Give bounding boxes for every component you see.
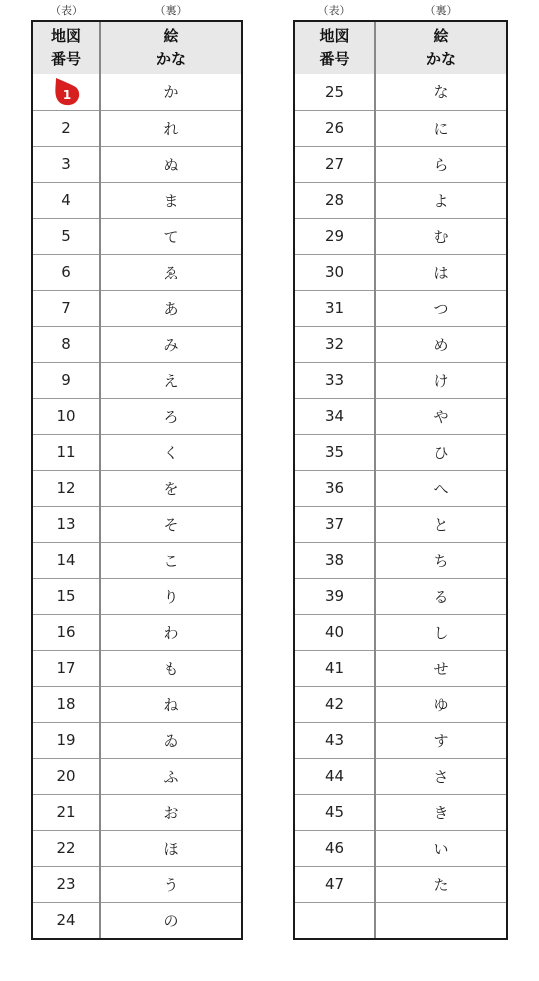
map-number-cell: 46 [295,830,375,866]
header-text: 番号 [50,50,81,68]
table-row [295,650,506,686]
left-sub-label-front: （表） [50,4,83,17]
table-row [295,290,506,326]
map-number-cell: 25 [295,74,375,110]
table-row [295,866,506,902]
map-pin-marker-icon [54,77,80,107]
table-row [33,722,241,758]
kana-cell: を [100,470,241,506]
kana-cell: ぬ [100,146,241,182]
table-row [33,326,241,362]
kana-cell: き [375,794,506,830]
map-number-cell: 20 [33,758,100,794]
kana-cell: か [100,74,241,110]
table-row [295,470,506,506]
map-number-cell: 18 [33,686,100,722]
left-sub-label-back: （裏） [154,4,188,17]
header-text: かな [155,50,186,68]
kana-cell: る [375,578,506,614]
map-number-cell: 23 [33,866,100,902]
table-row [33,686,241,722]
kana-header [375,22,506,74]
kana-cell: ふ [100,758,241,794]
kana-cell: ゑ [100,254,241,290]
table-row [295,398,506,434]
map-number-cell: 43 [295,722,375,758]
table-row [295,182,506,218]
map-number-cell: 35 [295,434,375,470]
table-row [295,542,506,578]
right-table-header [295,22,506,74]
table-row [295,506,506,542]
map-number-cell: 32 [295,326,375,362]
left-table-header [33,22,241,74]
kana-cell: さ [375,758,506,794]
kana-cell: く [100,434,241,470]
map-number-cell: 44 [295,758,375,794]
table-row [295,110,506,146]
header-text: 地図 [50,27,81,45]
table-row [33,542,241,578]
map-number-cell: 11 [33,434,100,470]
map-number-cell: 42 [295,686,375,722]
table-row [33,830,241,866]
table-row [295,254,506,290]
kana-header [100,22,241,74]
table-row [33,218,241,254]
table-row [33,434,241,470]
map-number-cell: 14 [33,542,100,578]
kana-cell: に [375,110,506,146]
table-row [33,110,241,146]
table-row [295,614,506,650]
table-row [295,902,506,938]
table-row [33,866,241,902]
table-row [295,686,506,722]
kana-cell: む [375,218,506,254]
kana-cell: な [375,74,506,110]
kana-cell: も [100,650,241,686]
map-number-cell: 2 [33,110,100,146]
kana-cell: し [375,614,506,650]
map-number-cell [295,902,375,938]
kana-cell: お [100,794,241,830]
kana-cell: ゐ [100,722,241,758]
table-row [33,254,241,290]
kana-cell: こ [100,542,241,578]
kana-cell: う [100,866,241,902]
kana-cell: け [375,362,506,398]
map-number-cell: 9 [33,362,100,398]
table-row [295,758,506,794]
map-number-cell: 30 [295,254,375,290]
kana-cell: え [100,362,241,398]
header-text: 番号 [319,50,350,68]
map-number-header [295,22,375,74]
header-text: 地図 [319,27,350,45]
right-sub-label-back: （裏） [424,4,458,17]
kana-cell: て [100,218,241,254]
map-number-cell: 15 [33,578,100,614]
left-table [31,20,243,940]
header-text: かな [425,50,456,68]
kana-cell: い [375,830,506,866]
kana-cell: ひ [375,434,506,470]
table-row [33,506,241,542]
map-number-cell: 24 [33,902,100,938]
map-number-cell: 29 [295,218,375,254]
map-number-cell: 19 [33,722,100,758]
table-row [295,722,506,758]
kana-cell: あ [100,290,241,326]
map-number-cell: 47 [295,866,375,902]
table-row [295,362,506,398]
table-row [295,578,506,614]
kana-cell: ま [100,182,241,218]
map-number-cell: 16 [33,614,100,650]
table-row [33,470,241,506]
table-row [33,74,241,110]
map-number-cell: 3 [33,146,100,182]
kana-cell: ろ [100,398,241,434]
kana-cell: ら [375,146,506,182]
table-row [295,146,506,182]
table-row [33,650,241,686]
right-table [293,20,508,940]
map-number-cell: 10 [33,398,100,434]
kana-cell: ゆ [375,686,506,722]
map-number-cell: 5 [33,218,100,254]
table-row [33,182,241,218]
header-text: 絵 [163,27,179,45]
table-row [33,146,241,182]
map-number-cell: 27 [295,146,375,182]
kana-cell: よ [375,182,506,218]
map-number-cell: 37 [295,506,375,542]
map-number-cell: 13 [33,506,100,542]
map-number-cell: 7 [33,290,100,326]
kana-cell: ほ [100,830,241,866]
map-number-cell: 31 [295,290,375,326]
table-row [33,362,241,398]
kana-cell: は [375,254,506,290]
map-number-cell: 41 [295,650,375,686]
map-number-cell: 8 [33,326,100,362]
map-number-cell: 17 [33,650,100,686]
table-row [33,902,241,938]
kana-cell: そ [100,506,241,542]
map-number-cell: 12 [33,470,100,506]
kana-cell: ち [375,542,506,578]
map-number-cell [33,74,100,110]
map-number-cell: 39 [295,578,375,614]
kana-cell: へ [375,470,506,506]
table-row [33,758,241,794]
map-number-header [33,22,100,74]
map-number-cell: 28 [295,182,375,218]
map-number-cell: 4 [33,182,100,218]
header-text: 絵 [433,27,449,45]
map-number-cell: 26 [295,110,375,146]
table-row [295,74,506,110]
map-number-cell: 22 [33,830,100,866]
map-number-cell: 38 [295,542,375,578]
right-sub-label-front: （表） [317,4,351,17]
table-row [33,290,241,326]
kana-cell: た [375,866,506,902]
table-row [33,614,241,650]
table-row [33,578,241,614]
table-row [33,794,241,830]
map-number-cell: 6 [33,254,100,290]
kana-cell: と [375,506,506,542]
kana-cell: せ [375,650,506,686]
map-number-cell: 34 [295,398,375,434]
kana-cell: り [100,578,241,614]
map-number-cell: 40 [295,614,375,650]
table-row [295,794,506,830]
kana-cell: み [100,326,241,362]
kana-cell: れ [100,110,241,146]
kana-cell: つ [375,290,506,326]
table-row [295,434,506,470]
kana-cell: ね [100,686,241,722]
kana-cell: め [375,326,506,362]
table-row [295,218,506,254]
table-row [33,398,241,434]
table-row [295,326,506,362]
map-number-cell: 45 [295,794,375,830]
map-number-cell: 33 [295,362,375,398]
kana-cell: の [100,902,241,938]
kana-cell: す [375,722,506,758]
kana-cell: や [375,398,506,434]
map-number-cell: 21 [33,794,100,830]
kana-cell [375,902,506,938]
map-number-cell: 36 [295,470,375,506]
kana-cell: わ [100,614,241,650]
marker-label: 1 [62,88,72,102]
table-row [295,830,506,866]
